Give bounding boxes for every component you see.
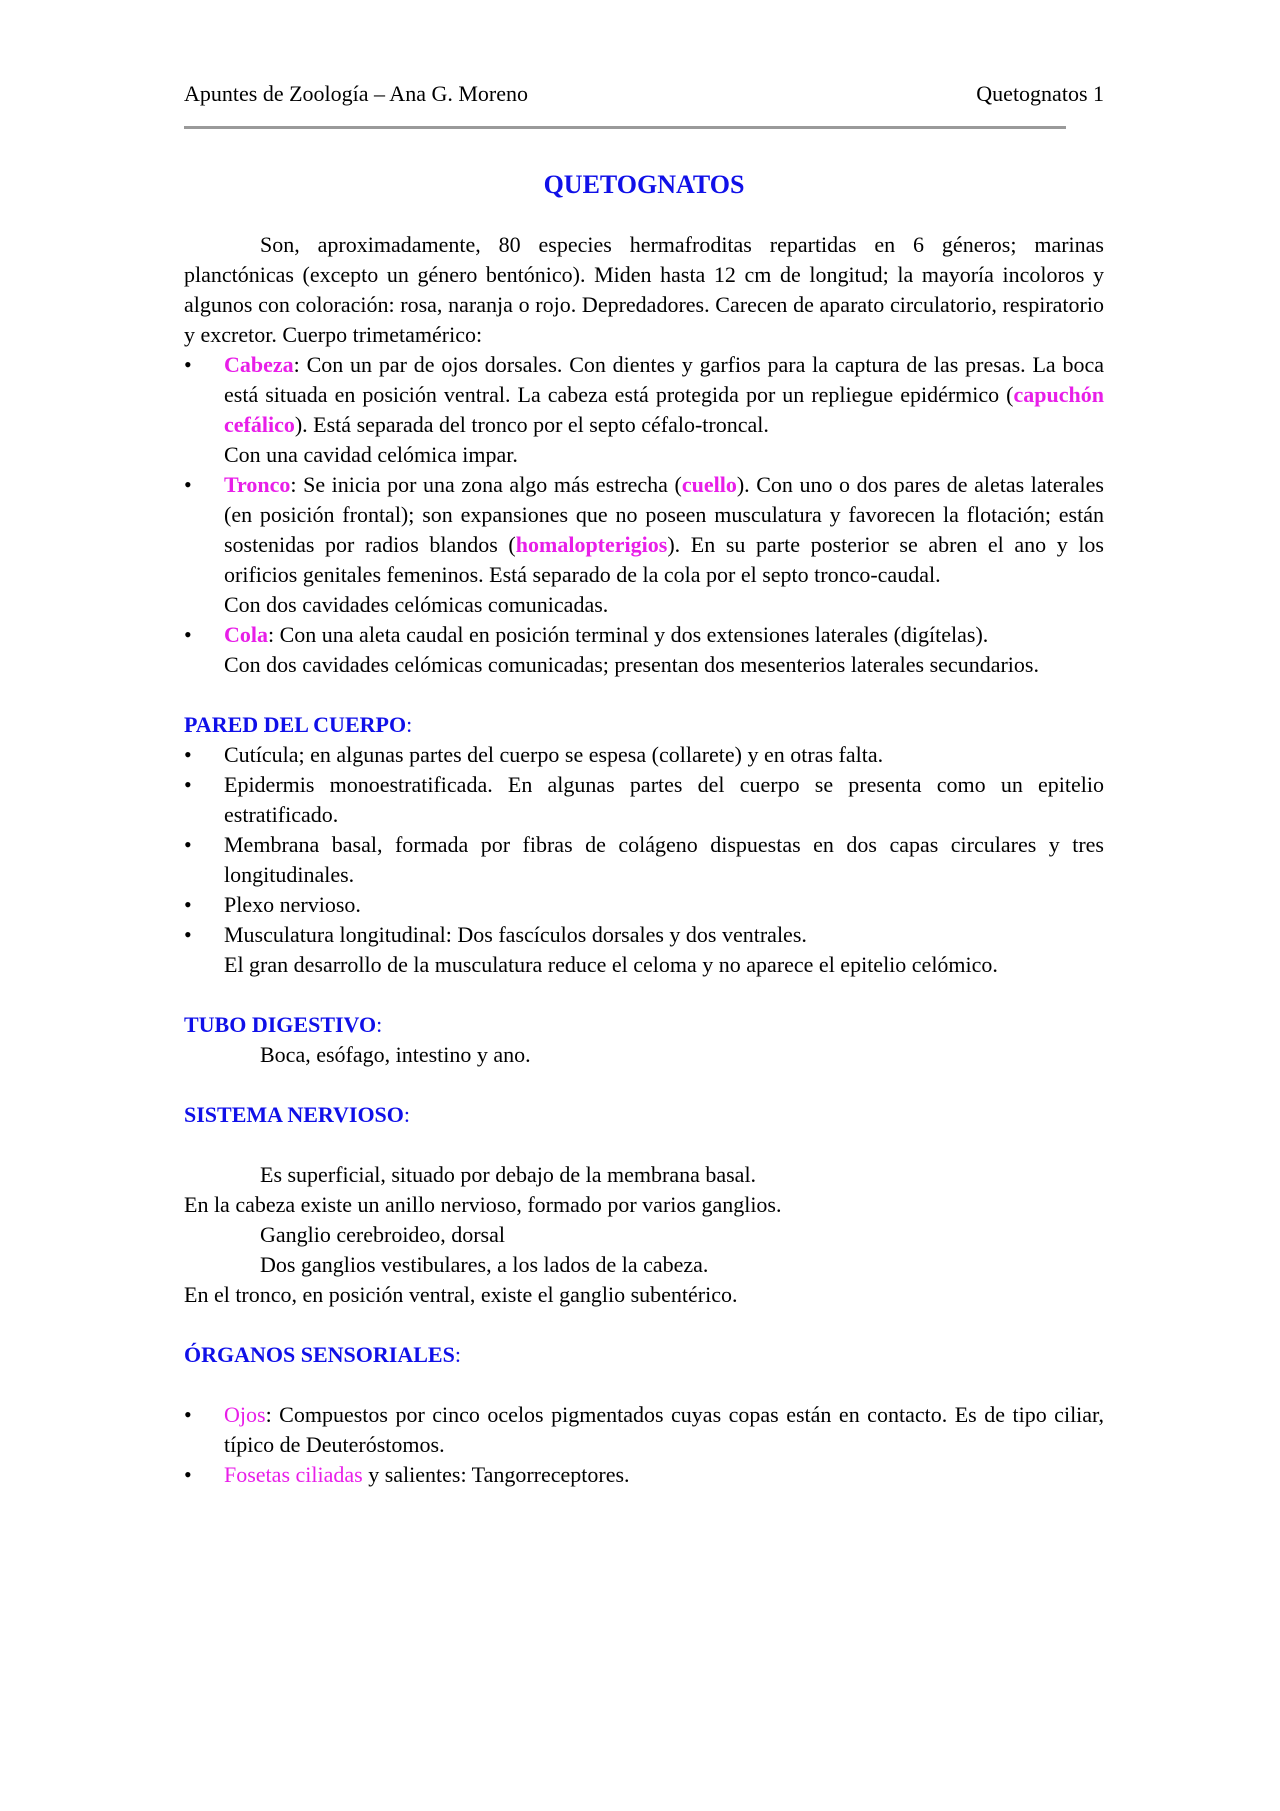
pared-heading-colon: : [406, 712, 413, 737]
cabeza-text: : Con un par de ojos dorsales. Con dientes y garfios para la captura de las presas. La boca está situada en posición ventral. La cabeza está protegida por un repliegue epidérmico ( [224, 352, 1104, 407]
section-heading-sensoriales [184, 1340, 1104, 1370]
term-cuello: cuello [681, 472, 737, 497]
list-item-ojos [184, 1400, 1104, 1460]
musculatura-text: Musculatura longitudinal: Dos fascículos dorsales y dos ventrales. [224, 922, 807, 947]
page-header [184, 78, 1104, 110]
pared-heading-text: PARED DEL CUERPO [184, 712, 407, 737]
header-rule [184, 126, 1066, 129]
nervioso-line-1: Es superficial, situado por debajo de la membrana basal. [260, 1162, 757, 1187]
header-left: Apuntes de Zoología – Ana G. Moreno [184, 81, 528, 106]
sensoriales-list [184, 1400, 1104, 1490]
list-item-cola [184, 620, 1104, 680]
tronco-text-2: ). Con uno o dos pares de aletas laterales (en posición frontal); son expansiones que no poseen musculatura y favorecen la flotación; están sostenidas por radios blandos ( [224, 472, 1104, 557]
tronco-text-3: ). En su parte posterior se abren el ano y los orificios genitales femeninos. Está separado de la cola por el septo tronco-caudal. [224, 532, 1104, 587]
term-homalopterigios: homalopterigios [515, 532, 668, 557]
cola-note: Con dos cavidades celómicas comunicadas; presentan dos mesenterios laterales secundarios. [224, 652, 1039, 677]
document-body [184, 168, 1104, 1490]
term-fosetas: Fosetas ciliadas [224, 1462, 363, 1487]
pared-note: El gran desarrollo de la musculatura reduce el celoma y no aparece el epitelio celómico. [224, 952, 998, 977]
tubo-heading-colon: : [376, 1012, 383, 1037]
nervioso-line-4: Dos ganglios vestibulares, a los lados de la cabeza. [260, 1252, 709, 1277]
list-item: • Membrana basal, formada por fibras de colágeno dispuestas en dos capas circulares y tres longitudinales. [184, 830, 1104, 890]
list-item-cabeza [184, 350, 1104, 470]
body-regions-list [184, 350, 1104, 680]
tubo-heading-text: TUBO DIGESTIVO [184, 1012, 377, 1037]
tubo-text: Boca, esófago, intestino y ano. [260, 1042, 531, 1067]
nervioso-heading-colon: : [403, 1102, 411, 1127]
term-cola: Cola [224, 622, 268, 647]
term-capuchon: capuchón cefálico [224, 382, 1104, 437]
intro-paragraph: Son, aproximadamente, 80 especies hermafroditas repartidas en 6 géneros; marinas planctónicas (excepto un género bentónico). Miden hasta 12 cm de longitud; la mayoría incoloros y algunos con coloración: rosa, naranja o rojo. Depredadores. Carecen de aparato circulatorio, respiratorio y excretor. Cuerpo trimetamérico: [184, 232, 1104, 347]
list-item: • Epidermis monoestratificada. En algunas partes del cuerpo se presenta como un epitelio estratificado. [184, 770, 1104, 830]
list-item-fosetas [184, 1460, 1104, 1490]
sensoriales-heading-colon: : [454, 1342, 461, 1367]
section-heading-pared [184, 710, 1104, 740]
tronco-text: : Se inicia por una zona algo más estrecha ( [290, 472, 682, 497]
nervioso-line-2: En la cabeza existe un anillo nervioso, formado por varios ganglios. [184, 1192, 782, 1217]
pared-list [184, 740, 1104, 980]
ojos-text: : Compuestos por cinco ocelos pigmentados cuyas copas están en contacto. Es de tipo ciliar, típico de Deuteróstomos. [224, 1402, 1104, 1457]
section-heading-nervioso [184, 1100, 1104, 1130]
header-right: Quetognatos 1 [976, 81, 1104, 106]
nervioso-line-5: En el tronco, en posición ventral, existe el ganglio subentérico. [184, 1282, 738, 1307]
cabeza-note: Con una cavidad celómica impar. [224, 442, 518, 467]
list-item: • Plexo nervioso. [184, 890, 1104, 920]
section-heading-tubo [184, 1010, 1104, 1040]
list-item-musculatura [184, 920, 1104, 980]
cola-text: : Con una aleta caudal en posición terminal y dos extensiones laterales (digítelas). [268, 622, 989, 647]
term-tronco: Tronco [224, 472, 291, 497]
cabeza-text-2: ). Está separada del tronco por el septo céfalo-troncal. [294, 412, 769, 437]
sensoriales-heading-text: ÓRGANOS SENSORIALES [184, 1342, 455, 1367]
nervioso-heading-text: SISTEMA NERVIOSO [184, 1102, 404, 1127]
term-cabeza: Cabeza [224, 352, 294, 377]
tronco-note: Con dos cavidades celómicas comunicadas. [224, 592, 609, 617]
page-title: QUETOGNATOS [543, 170, 745, 199]
fosetas-text: y salientes: Tangorreceptores. [362, 1462, 630, 1487]
nervioso-line-3: Ganglio cerebroideo, dorsal [260, 1222, 505, 1247]
list-item: • Cutícula; en algunas partes del cuerpo se espesa (collarete) y en otras falta. [184, 740, 1104, 770]
term-ojos: Ojos [224, 1402, 266, 1427]
list-item-tronco [184, 470, 1104, 620]
